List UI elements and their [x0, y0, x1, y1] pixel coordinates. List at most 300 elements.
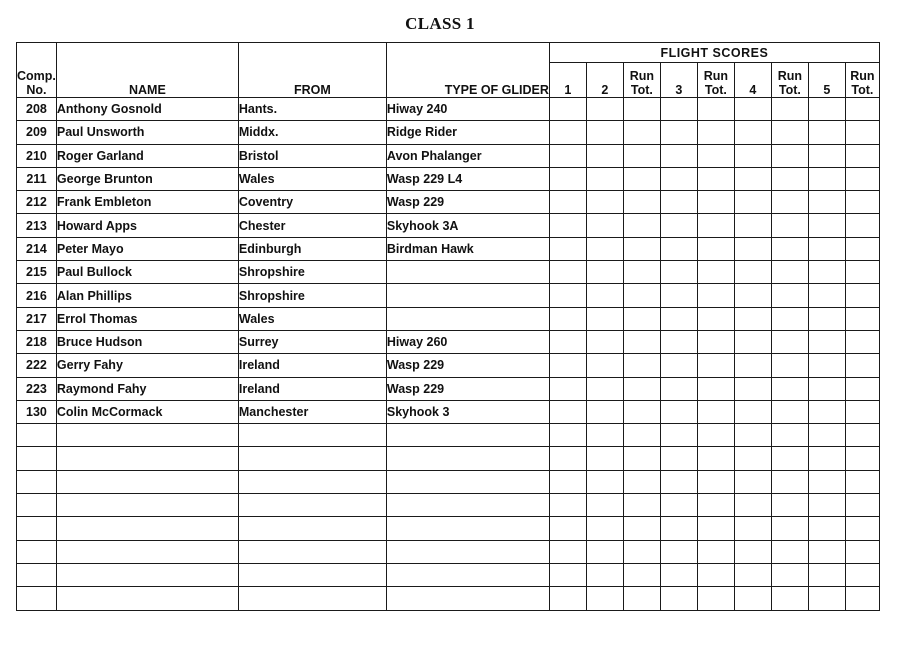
score-cell [549, 330, 586, 353]
score-cell [549, 540, 586, 563]
score-cell [586, 563, 623, 586]
table-row [17, 494, 880, 517]
comp-no-cell: 208 [17, 98, 57, 121]
score-cell [771, 540, 808, 563]
score-cell [808, 261, 845, 284]
from-cell: Manchester [238, 400, 386, 423]
table-row [17, 237, 880, 260]
glider-cell: Skyhook 3 [386, 400, 549, 423]
score-cell [660, 191, 697, 214]
from-cell: Middx. [238, 121, 386, 144]
score-cell [623, 354, 660, 377]
score-cell [549, 563, 586, 586]
from-cell: Wales [238, 307, 386, 330]
score-cell [808, 563, 845, 586]
glider-cell [386, 447, 549, 470]
from-cell [238, 587, 386, 610]
score-cell [623, 214, 660, 237]
score-cell [660, 261, 697, 284]
score-cell [586, 237, 623, 260]
table-row [17, 191, 880, 214]
score-cell [586, 377, 623, 400]
score-cell [549, 354, 586, 377]
score-cell [549, 447, 586, 470]
score-cell [660, 517, 697, 540]
score-cell [697, 517, 734, 540]
score-cell [586, 517, 623, 540]
from-cell [238, 470, 386, 493]
score-cell [808, 377, 845, 400]
comp-no-cell: 130 [17, 400, 57, 423]
score-cell [845, 447, 879, 470]
score-cell [845, 587, 879, 610]
score-cell [549, 144, 586, 167]
score-cell [845, 237, 879, 260]
score-col-header: Run Tot. [771, 63, 808, 98]
table-row [17, 400, 880, 423]
table-row [17, 121, 880, 144]
from-cell: Ireland [238, 354, 386, 377]
score-cell [697, 563, 734, 586]
glider-cell: Ridge Rider [386, 121, 549, 144]
score-cell [845, 470, 879, 493]
score-cell [734, 377, 771, 400]
score-cell [623, 261, 660, 284]
score-cell [549, 517, 586, 540]
table-row [17, 517, 880, 540]
score-cell [697, 214, 734, 237]
glider-cell: Wasp 229 [386, 377, 549, 400]
table-row [17, 377, 880, 400]
score-cell [845, 424, 879, 447]
score-cell [808, 144, 845, 167]
score-cell [845, 98, 879, 121]
table-row [17, 144, 880, 167]
table-row [17, 261, 880, 284]
name-cell [56, 470, 238, 493]
glider-cell [386, 284, 549, 307]
score-cell [845, 377, 879, 400]
score-cell [549, 261, 586, 284]
score-cell [734, 400, 771, 423]
name-header: NAME [56, 43, 238, 98]
score-cell [771, 167, 808, 190]
glider-cell [386, 261, 549, 284]
name-cell: Raymond Fahy [56, 377, 238, 400]
name-cell [56, 563, 238, 586]
score-cell [623, 121, 660, 144]
score-cell [697, 307, 734, 330]
score-cell [771, 237, 808, 260]
comp-no-cell: 210 [17, 144, 57, 167]
score-cell [660, 587, 697, 610]
score-cell [808, 98, 845, 121]
name-cell: Alan Phillips [56, 284, 238, 307]
score-cell [771, 470, 808, 493]
score-cell [697, 470, 734, 493]
score-cell [623, 540, 660, 563]
comp-no-cell: 213 [17, 214, 57, 237]
score-cell [623, 191, 660, 214]
score-cell [771, 121, 808, 144]
score-cell [845, 261, 879, 284]
comp-no-cell [17, 494, 57, 517]
score-cell [623, 237, 660, 260]
score-cell [697, 447, 734, 470]
score-col-header: 2 [586, 63, 623, 98]
score-cell [697, 261, 734, 284]
score-cell [549, 214, 586, 237]
name-cell [56, 494, 238, 517]
from-cell: Coventry [238, 191, 386, 214]
score-cell [586, 121, 623, 144]
score-cell [697, 167, 734, 190]
score-cell [623, 447, 660, 470]
score-cell [660, 284, 697, 307]
score-cell [660, 470, 697, 493]
score-cell [586, 191, 623, 214]
score-cell [845, 284, 879, 307]
score-cell [660, 424, 697, 447]
score-cell [771, 330, 808, 353]
from-cell: Chester [238, 214, 386, 237]
score-cell [771, 191, 808, 214]
score-cell [549, 284, 586, 307]
score-cell [660, 214, 697, 237]
score-cell [734, 121, 771, 144]
score-cell [697, 587, 734, 610]
score-cell [586, 167, 623, 190]
score-cell [697, 540, 734, 563]
comp-no-cell: 214 [17, 237, 57, 260]
score-cell [697, 191, 734, 214]
score-cell [808, 330, 845, 353]
name-cell [56, 424, 238, 447]
score-cell [771, 494, 808, 517]
glider-cell: Hiway 260 [386, 330, 549, 353]
score-col-header: Run Tot. [623, 63, 660, 98]
score-cell [808, 307, 845, 330]
score-cell [734, 587, 771, 610]
score-cell [623, 400, 660, 423]
score-cell [586, 214, 623, 237]
score-cell [660, 563, 697, 586]
score-cell [623, 517, 660, 540]
score-cell [697, 98, 734, 121]
score-cell [734, 563, 771, 586]
name-cell: Frank Embleton [56, 191, 238, 214]
comp-no-cell: 218 [17, 330, 57, 353]
from-cell: Edinburgh [238, 237, 386, 260]
from-cell [238, 517, 386, 540]
score-col-header: 5 [808, 63, 845, 98]
glider-cell [386, 517, 549, 540]
from-cell: Shropshire [238, 261, 386, 284]
score-cell [845, 214, 879, 237]
score-cell [660, 167, 697, 190]
score-cell [734, 261, 771, 284]
comp-no-cell [17, 563, 57, 586]
score-cell [845, 191, 879, 214]
from-cell [238, 540, 386, 563]
from-cell: Hants. [238, 98, 386, 121]
score-cell [808, 167, 845, 190]
score-cell [586, 354, 623, 377]
score-cell [549, 307, 586, 330]
name-cell: Paul Bullock [56, 261, 238, 284]
score-col-header: 4 [734, 63, 771, 98]
name-cell: Peter Mayo [56, 237, 238, 260]
score-cell [586, 540, 623, 563]
score-cell [660, 144, 697, 167]
score-cell [734, 214, 771, 237]
table-row [17, 98, 880, 121]
score-cell [586, 261, 623, 284]
score-cell [771, 284, 808, 307]
name-cell: Bruce Hudson [56, 330, 238, 353]
score-cell [734, 447, 771, 470]
score-cell [771, 261, 808, 284]
name-cell: Gerry Fahy [56, 354, 238, 377]
score-cell [623, 284, 660, 307]
score-cell [586, 330, 623, 353]
glider-cell: Skyhook 3A [386, 214, 549, 237]
score-cell [808, 214, 845, 237]
comp-no-cell: 212 [17, 191, 57, 214]
score-cell [808, 540, 845, 563]
score-cell [623, 563, 660, 586]
score-cell [549, 237, 586, 260]
from-cell: Wales [238, 167, 386, 190]
score-cell [660, 237, 697, 260]
score-cell [734, 191, 771, 214]
glider-cell [386, 540, 549, 563]
score-cell [845, 330, 879, 353]
score-cell [586, 400, 623, 423]
score-cell [808, 400, 845, 423]
score-cell [845, 494, 879, 517]
score-cell [697, 424, 734, 447]
score-cell [549, 377, 586, 400]
score-cell [549, 400, 586, 423]
score-cell [734, 424, 771, 447]
name-cell: Roger Garland [56, 144, 238, 167]
name-cell [56, 517, 238, 540]
score-cell [623, 424, 660, 447]
score-cell [808, 237, 845, 260]
glider-cell: Wasp 229 [386, 191, 549, 214]
score-cell [808, 354, 845, 377]
score-cell [623, 307, 660, 330]
score-cell [549, 587, 586, 610]
score-sheet-table [16, 42, 880, 611]
score-cell [586, 284, 623, 307]
comp-no-cell: 211 [17, 167, 57, 190]
comp-no-cell [17, 447, 57, 470]
score-cell [808, 494, 845, 517]
table-row [17, 354, 880, 377]
table-row [17, 540, 880, 563]
score-col-header: 1 [549, 63, 586, 98]
flight-scores-header: FLIGHT SCORES [549, 43, 879, 63]
name-cell [56, 587, 238, 610]
glider-cell [386, 494, 549, 517]
score-cell [734, 167, 771, 190]
table-row [17, 447, 880, 470]
comp-no-header: Comp. No. [17, 43, 57, 98]
comp-no-cell [17, 517, 57, 540]
score-cell [808, 424, 845, 447]
from-cell [238, 494, 386, 517]
comp-no-cell: 217 [17, 307, 57, 330]
score-cell [697, 400, 734, 423]
score-cell [845, 354, 879, 377]
table-row [17, 470, 880, 493]
score-cell [660, 121, 697, 144]
score-cell [586, 424, 623, 447]
comp-no-cell: 215 [17, 261, 57, 284]
score-cell [660, 98, 697, 121]
score-cell [771, 447, 808, 470]
score-cell [808, 447, 845, 470]
from-cell: Bristol [238, 144, 386, 167]
score-cell [660, 400, 697, 423]
score-cell [845, 307, 879, 330]
name-cell: Errol Thomas [56, 307, 238, 330]
table-row [17, 563, 880, 586]
from-cell [238, 447, 386, 470]
score-cell [771, 144, 808, 167]
score-cell [586, 144, 623, 167]
score-cell [623, 167, 660, 190]
score-cell [808, 587, 845, 610]
score-cell [623, 144, 660, 167]
score-cell [660, 447, 697, 470]
score-cell [808, 191, 845, 214]
score-cell [660, 330, 697, 353]
score-cell [660, 307, 697, 330]
score-cell [845, 517, 879, 540]
score-cell [771, 587, 808, 610]
comp-no-cell [17, 424, 57, 447]
score-cell [623, 377, 660, 400]
comp-no-cell: 223 [17, 377, 57, 400]
score-cell [808, 284, 845, 307]
score-cell [697, 284, 734, 307]
score-cell [734, 307, 771, 330]
score-cell [697, 377, 734, 400]
score-cell [734, 517, 771, 540]
score-cell [734, 330, 771, 353]
score-cell [808, 517, 845, 540]
comp-no-cell: 209 [17, 121, 57, 144]
score-col-header: 3 [660, 63, 697, 98]
table-row [17, 214, 880, 237]
name-cell [56, 540, 238, 563]
score-cell [734, 540, 771, 563]
glider-cell [386, 470, 549, 493]
score-cell [549, 470, 586, 493]
score-cell [771, 214, 808, 237]
name-cell: Paul Unsworth [56, 121, 238, 144]
comp-no-cell [17, 540, 57, 563]
table-header [17, 43, 880, 98]
table-row [17, 167, 880, 190]
score-cell [660, 377, 697, 400]
score-cell [808, 121, 845, 144]
score-cell [734, 470, 771, 493]
from-cell: Shropshire [238, 284, 386, 307]
score-cell [845, 121, 879, 144]
score-cell [771, 424, 808, 447]
from-cell: Ireland [238, 377, 386, 400]
score-cell [623, 494, 660, 517]
score-cell [586, 447, 623, 470]
score-cell [586, 494, 623, 517]
score-cell [586, 307, 623, 330]
score-cell [586, 98, 623, 121]
score-cell [771, 517, 808, 540]
name-cell: Howard Apps [56, 214, 238, 237]
score-cell [549, 98, 586, 121]
score-cell [771, 98, 808, 121]
glider-cell [386, 424, 549, 447]
name-cell: Colin McCormack [56, 400, 238, 423]
glider-cell [386, 307, 549, 330]
glider-cell: Wasp 229 L4 [386, 167, 549, 190]
score-cell [734, 144, 771, 167]
from-cell: Surrey [238, 330, 386, 353]
score-cell [734, 237, 771, 260]
score-cell [845, 540, 879, 563]
comp-no-cell [17, 470, 57, 493]
score-cell [734, 284, 771, 307]
score-col-header: Run Tot. [845, 63, 879, 98]
table-row [17, 284, 880, 307]
score-cell [586, 587, 623, 610]
from-cell [238, 563, 386, 586]
score-cell [734, 354, 771, 377]
score-cell [845, 167, 879, 190]
from-header: FROM [238, 43, 386, 98]
glider-cell: Hiway 240 [386, 98, 549, 121]
score-cell [549, 424, 586, 447]
score-cell [734, 98, 771, 121]
score-cell [660, 540, 697, 563]
glider-cell: Avon Phalanger [386, 144, 549, 167]
score-cell [623, 98, 660, 121]
score-cell [845, 563, 879, 586]
score-cell [771, 400, 808, 423]
score-cell [697, 494, 734, 517]
score-cell [623, 587, 660, 610]
glider-cell: Birdman Hawk [386, 237, 549, 260]
score-cell [697, 354, 734, 377]
score-cell [623, 470, 660, 493]
table-row [17, 424, 880, 447]
score-cell [660, 354, 697, 377]
score-cell [697, 237, 734, 260]
name-cell [56, 447, 238, 470]
score-cell [549, 191, 586, 214]
score-cell [771, 377, 808, 400]
score-cell [697, 330, 734, 353]
score-cell [697, 144, 734, 167]
score-cell [549, 494, 586, 517]
score-cell [586, 470, 623, 493]
from-cell [238, 424, 386, 447]
score-cell [549, 167, 586, 190]
